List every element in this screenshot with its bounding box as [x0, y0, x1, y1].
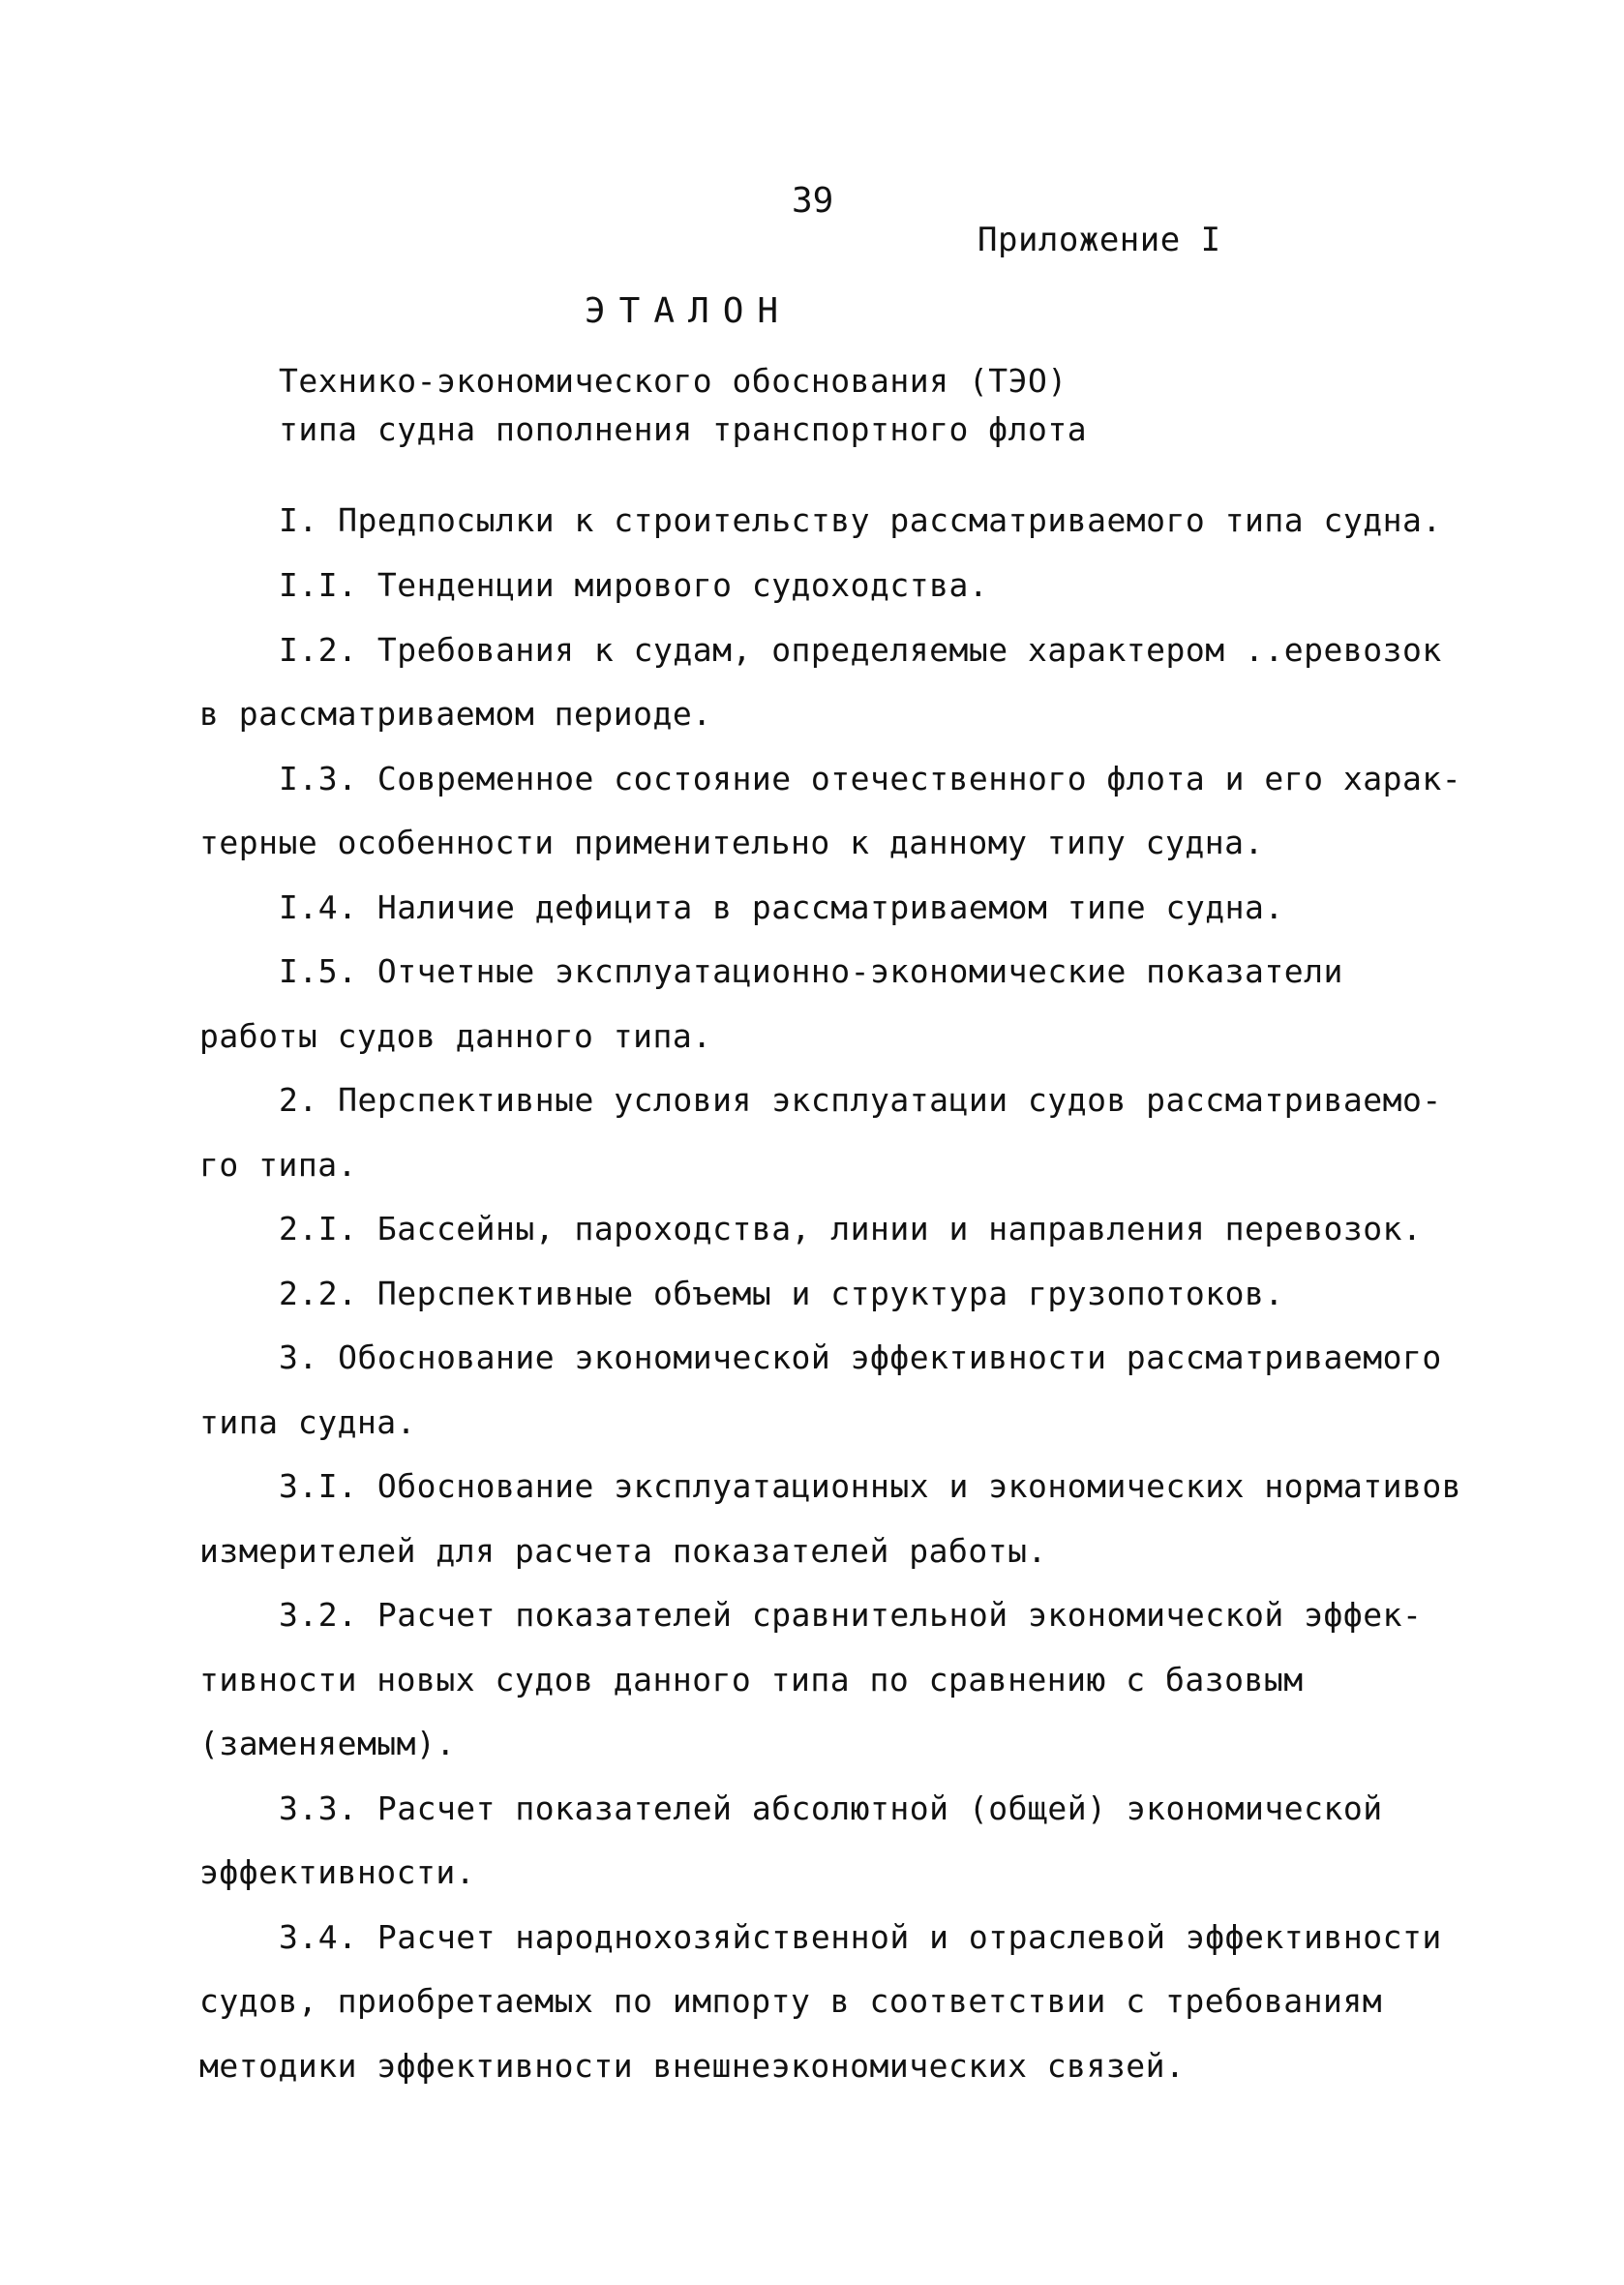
continuation-line: го типа. — [199, 1146, 357, 1184]
continuation-line: терные особенности применительно к данному типу судна. — [199, 824, 1264, 861]
section-heading: 3. Обоснование экономической эффективности рассматриваемого — [279, 1338, 1442, 1376]
subsection-heading: 3.2. Расчет показателей сравнительной экономической эффек- — [279, 1596, 1423, 1634]
section-heading: I. Предпосылки к строительству рассматриваемого типа судна. — [279, 501, 1442, 539]
subtitle-line: Технико-экономического обоснования (ТЭО) — [279, 362, 1068, 400]
continuation-line: судов, приобретаемых по импорту в соответствии с требованиям — [199, 1982, 1383, 2020]
continuation-line: (заменяемым). — [199, 1725, 456, 1762]
document-title: ЭТАЛОН — [585, 291, 793, 331]
subsection-heading: 3.3. Расчет показателей абсолютной (общей) экономической — [279, 1789, 1383, 1827]
subsection-heading: I.3. Современное состояние отечественного флота и его харак- — [279, 760, 1462, 797]
continuation-line: эффективности. — [199, 1853, 476, 1891]
subsection-heading: I.5. Отчетные эксплуатационно-экономические показатели — [279, 952, 1343, 990]
subsection-heading: 2.I. Бассейны, пароходства, линии и направления перевозок. — [279, 1210, 1423, 1248]
continuation-line: работы судов данного типа. — [199, 1017, 712, 1055]
continuation-line: измерителей для расчета показателей работы. — [199, 1532, 1047, 1570]
subsection-heading: 2.2. Перспективные объемы и структура грузопотоков. — [279, 1275, 1284, 1312]
page-number: 39 — [792, 181, 834, 221]
subtitle-line: типа судна пополнения транспортного флота — [279, 410, 1088, 448]
continuation-line: тивности новых судов данного типа по сравнению с базовым — [199, 1661, 1304, 1699]
appendix-label: Приложение I — [977, 221, 1221, 259]
subsection-heading: I.4. Наличие дефицита в рассматриваемом типе судна. — [279, 888, 1284, 926]
section-heading: 2. Перспективные условия эксплуатации судов рассматриваемо- — [279, 1081, 1442, 1119]
subsection-heading: 3.I. Обоснование эксплуатационных и экономических нормативов — [279, 1467, 1462, 1505]
continuation-line: типа судна. — [199, 1403, 417, 1441]
subsection-heading: I.I. Тенденции мирового судоходства. — [279, 566, 989, 604]
continuation-line: методики эффективности внешнеэкономических связей. — [199, 2047, 1186, 2085]
subsection-heading: I.2. Требования к судам, определяемые характером ..еревозок — [279, 631, 1442, 669]
subsection-heading: 3.4. Расчет народнохозяйственной и отраслевой эффективности — [279, 1918, 1442, 1956]
continuation-line: в рассматриваемом периоде. — [199, 695, 712, 733]
